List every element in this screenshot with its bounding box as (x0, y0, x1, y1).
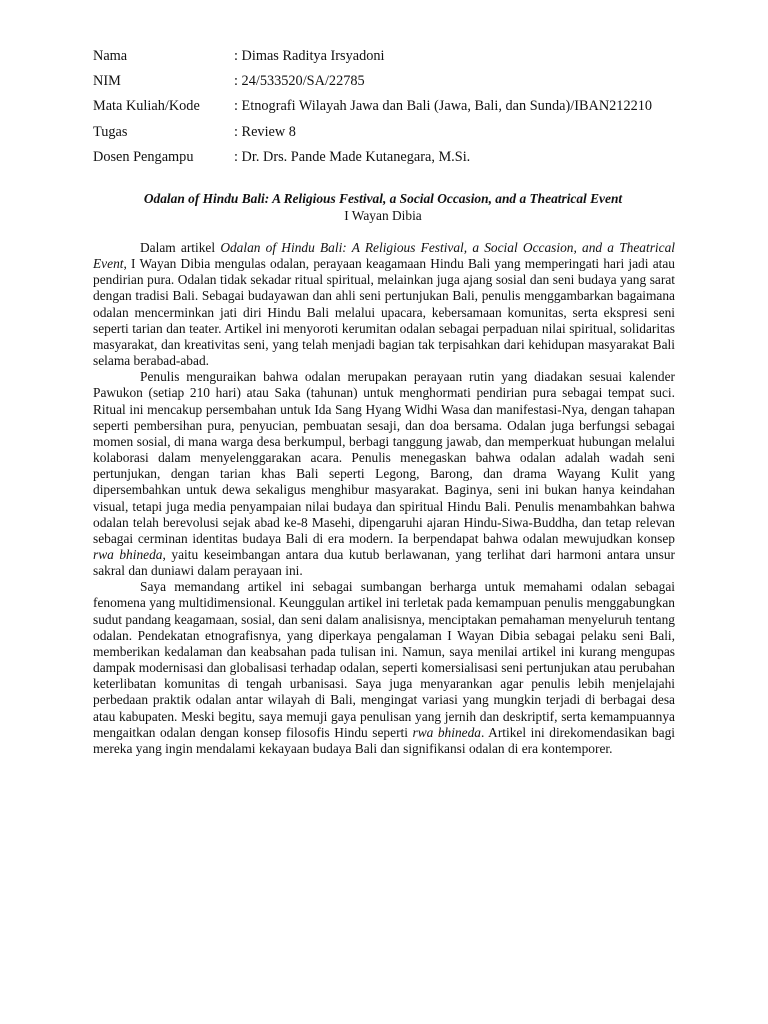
review-body (93, 240, 675, 757)
info-label: Dosen Pengampu (93, 148, 194, 165)
paragraph-text: Dalam artikel (140, 240, 221, 255)
article-author: I Wayan Dibia (344, 208, 422, 223)
paragraph-2 (93, 369, 675, 579)
article-title: Odalan of Hindu Bali: A Religious Festival, a Social Occasion, and a Theatrical Event (143, 191, 623, 206)
info-row-dosen (93, 145, 693, 170)
info-row-nim (93, 69, 693, 94)
info-label: Tugas (93, 123, 128, 140)
paragraph-text: Penulis menguraikan bahwa odalan merupakan perayaan rutin yang diadakan sesuai kalender Pawukon (setiap 210 hari) atau Saka (tahunan) untuk menghormati pendirian pura sebagai tempat suci. Ritual ini mencakup persembahan untuk Ida Sang Hyang Widhi Wasa dan manifestasi-Nya, dengan tahapan seperti pembersihan pura, penyucian, pembuatan sesaji, dan doa bersama. Odalan juga berfungsi sebagai momen sosial, di mana warga desa berkumpul, berbagi tanggung jawab, dan memperkuat hubungan melalui kolaborasi dalam menyelenggarakan acara. Penulis menegaskan bahwa odalan adalah wadah seni pertunjukan, dengan tarian khas Bali seperti Legong, Barong, dan drama Wayang Kulit yang dipersembahkan untuk dewa sekaligus menghibur masyarakat. Baginya, seni ini bukan hanya keindahan visual, tetapi juga media penyampaian nilai budaya dan spiritual Hindu Bali. Penulis menambahkan bahwa odalan telah berevolusi sejak abad ke-8 Masehi, dipengaruhi ajaran Hindu-Siwa-Buddha, dan tetap relevan sebagai cerminan identitas budaya Bali di era modern. Ia berpendapat bahwa odalan mewujudkan konsep (93, 369, 675, 546)
info-value: : Etnografi Wilayah Jawa dan Bali (Jawa, Bali, dan Sunda)/IBAN212210 (234, 98, 653, 115)
info-label: Mata Kuliah/Kode (93, 98, 200, 115)
paragraph-3 (93, 579, 675, 757)
info-row-tugas (93, 120, 693, 145)
term-italic: rwa bhineda (412, 724, 482, 740)
info-row-mata-kuliah (93, 94, 693, 119)
paragraph-text: , yaitu keseimbangan antara dua kutub berlawanan, yang terlihat dari harmoni antara unsur sakral dan duniawi dalam perayaan ini. (93, 546, 675, 579)
info-value: : Dr. Drs. Pande Made Kutanegara, M.Si. (234, 148, 471, 165)
info-value: : Review 8 (234, 123, 296, 140)
info-value: : Dimas Raditya Irsyadoni (234, 48, 385, 65)
info-label: Nama (93, 48, 128, 65)
paragraph-1 (93, 240, 675, 369)
student-info-block (93, 44, 693, 170)
paragraph-text: . Artikel ini direkomendasikan bagi mereka yang ingin mendalami kekayaan budaya Bali dan signifikansi odalan di era kontemporer. (93, 724, 676, 756)
info-row-nama (93, 44, 693, 69)
term-italic: rwa bhineda (93, 546, 163, 562)
info-value: : 24/533520/SA/22785 (234, 73, 365, 90)
info-label: NIM (93, 73, 121, 90)
paragraph-text: Saya memandang artikel ini sebagai sumbangan berharga untuk memahami odalan sebagai fenomena yang multidimensional. Keunggulan artikel ini terletak pada kemampuan penulis menggabungkan sudut pandang keagamaan, sosial, dan seni dalam analisisnya, menciptakan pemahaman menyeluruh tentang odalan. Pendekatan etnografisnya, yang diperkaya pengalaman I Wayan Dibia sebagai pelaku seni Bali, memberikan kedalaman dan keabsahan pada tulisan ini. Namun, saya menilai artikel ini kurang mengupas dampak modernisasi dan globalisasi terhadap odalan, seperti komersialisasi seni pertunjukan atau perubahan keterlibatan komunitas di tengah urbanisasi. Saya juga menyarankan agar penulis lebih menjelajahi perbedaan praktik odalan antar wilayah di Bali, mengingat variasi yang mungkin terjadi di berbagai desa atau kabupaten. Meski begitu, saya memuji gaya penulisan yang jernih dan deskriptif, serta kemampuannya mengaitkan odalan dengan konsep filosofis Hindu seperti (93, 579, 675, 740)
paragraph-text: , I Wayan Dibia mengulas odalan, perayaan keagamaan Hindu Bali yang memperingati hari jadi atau pendirian pura. Odalan tidak sekadar ritual spiritual, melainkan juga ajang sosial dan seni budaya yang sarat dengan tradisi Bali. Sebagai budayawan dan ahli seni pertunjukan Bali, penulis menggambarkan bagaimana odalan mencerminkan jati diri Hindu Bali melalui upacara, kebersamaan komunitas, serta ekspresi seni seperti tarian dan teater. Artikel ini menyoroti kerumitan odalan sebagai perpaduan nilai spiritual, solidaritas masyarakat, dan kreativitas seni, yang telah menjadi bagian tak terpisahkan dari kehidupan masyarakat Bali selama berabad-abad. (93, 256, 675, 369)
article-title-italic: Odalan of Hindu Bali: A Religious Festival, a Social Occasion, and a Theatrical Event (93, 240, 676, 272)
